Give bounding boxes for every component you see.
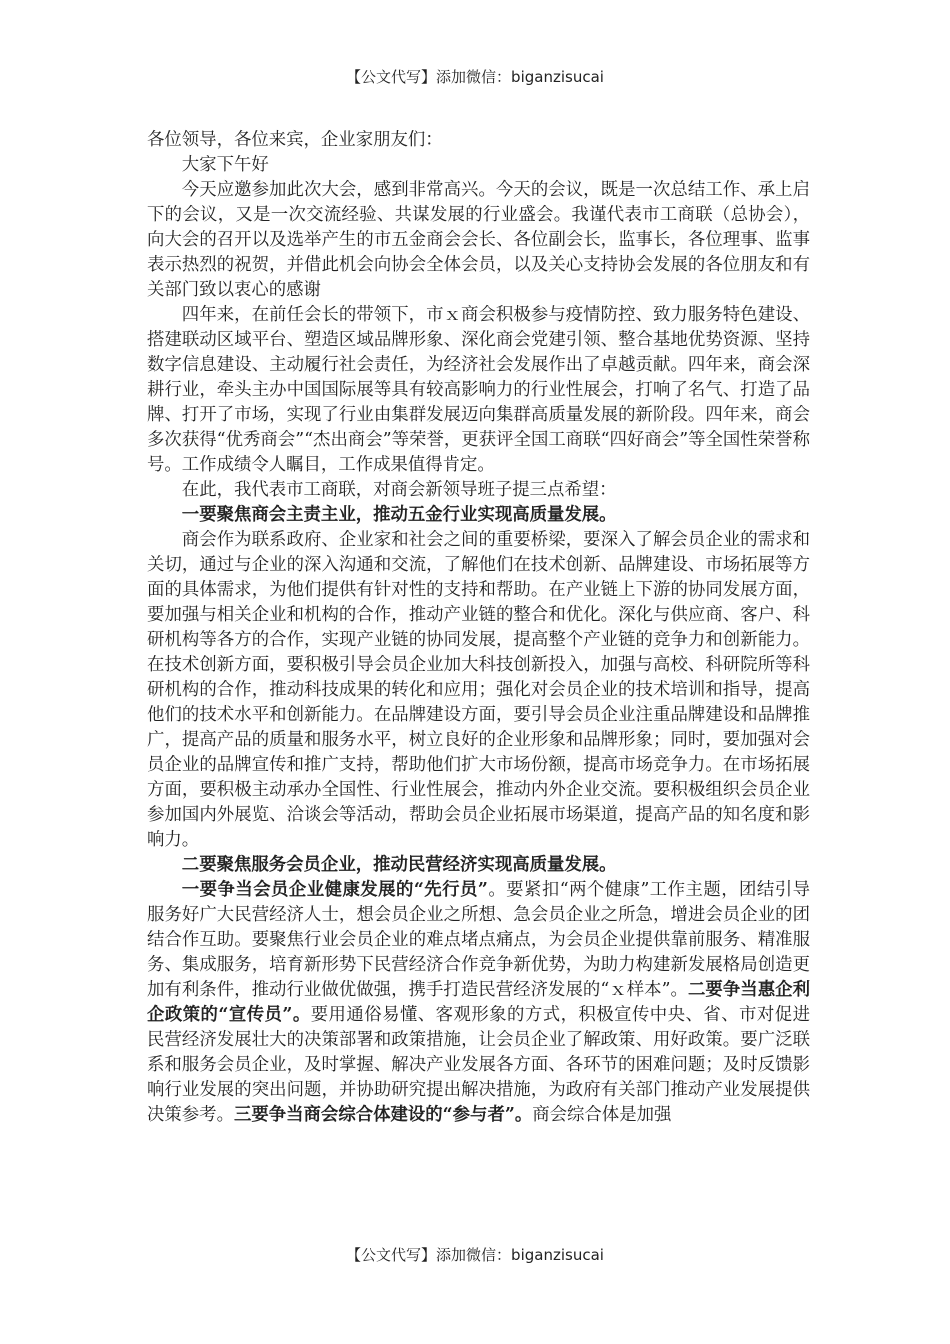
paragraph-first-hope: 商会作为联系政府、企业家和社会之间的重要桥梁，要深入了解会员企业的需求和关切，通过与企业的深入沟通和交流，了解他们在技术创新、品牌建设、市场拓展等方面的具体需求，为他们提供有针对性的支持和帮助。在产业链上下游的协同发展方面，要加强与相关企业和机构的合作，推动产业链的整合和优化。深化与供应商、客户、科研机构等各方的合作，实现产业链的协同发展，提高整个产业链的竞争力和创新能力。在技术创新方面，要积极引导会员企业加大科技创新投入，加强与高校、科研院所等科研机构的合作，推动科技成果的转化和应用；强化对会员企业的技术培训和指导，提高他们的技术水平和创新能力。在品牌建设方面，要引导会员企业注重品牌建设和品牌推广，提高产品的质量和服务水平，树立良好的企业形象和品牌形象；同时，要加强对会员企业的品牌宣传和推广支持，帮助他们扩大市场份额，提高市场竞争力。在市场拓展方面，要积极主动承办全国性、行业性展会，推动内外企业交流。要积极组织会员企业参加国内外展览、洽谈会等活动，帮助会员企业拓展市场渠道，提高产品的知名度和影响力。 — [147, 530, 810, 850]
point-three-title: 三要争当商会综合体建设的“参与者”。 — [233, 1105, 533, 1125]
page-header: 【公文代写】添加微信：biganzisucai — [346, 68, 604, 86]
page-footer: 【公文代写】添加微信：biganzisucai — [346, 1246, 604, 1264]
paragraph-second-hope — [147, 878, 810, 1128]
document-body — [147, 128, 810, 1128]
point-two-title: 二要争当惠企利企政策的“宣传员”。 — [147, 980, 810, 1025]
point-three-text: 商会综合体是加强 — [532, 1105, 672, 1125]
heading-first-hope: 一要聚焦商会主责主业，推动五金行业实现高质量发展。 — [181, 505, 617, 525]
point-one-text: 。要紧扣“两个健康”工作主题，团结引导服务好广大民营经济人士，想会员企业之所想、急会员企业之所急，增进会员企业的团结合作互助。要聚焦行业会员企业的难点堵点痛点，为会员企业提供靠前服务、精准服务、集成服务，培育新形势下民营经济合作竞争新优势，为助力构建新发展格局创造更加有利条件，推动行业做优做强，携手打造民营经济发展的“ｘ样本”。 — [147, 880, 810, 1000]
paragraph-achievements: 四年来，在前任会长的带领下，市ｘ商会积极参与疫情防控、致力服务特色建设、搭建联动区域平台、塑造区域品牌形象、深化商会党建引领、整合基地优势资源、坚持数字信息建设、主动履行社会责任，为经济社会发展作出了卓越贡献。四年来，商会深耕行业，牵头主办中国国际展等具有较高影响力的行业性展会，打响了名气、打造了品牌、打开了市场，实现了行业由集群发展迈向集群高质量发展的新阶段。四年来，商会多次获得“优秀商会”“杰出商会”等荣誉，更获评全国工商联“四好商会”等全国性荣誉称号。工作成绩令人瞩目，工作成果值得肯定。 — [147, 305, 810, 475]
heading-second-hope: 二要聚焦服务会员企业，推动民营经济实现高质量发展。 — [181, 855, 617, 875]
point-two-text: 要用通俗易懂、客观形象的方式，积极宣传中央、省、市对促进民营经济发展壮大的决策部署和政策措施，让会员企业了解政策、用好政策。要广泛联系和服务会员企业，及时掌握、解决产业发展各方面、各环节的困难问题；及时反馈影响行业发展的突出问题，并协助研究提出解决措施，为政府有关部门推动产业发展提供决策参考。 — [147, 1005, 810, 1125]
paragraph-hopes-intro: 在此，我代表市工商联，对商会新领导班子提三点希望： — [181, 480, 617, 500]
point-one-title: 一要争当会员企业健康发展的“先行员” — [181, 880, 488, 900]
paragraph-opening: 今天应邀参加此次大会，感到非常高兴。今天的会议，既是一次总结工作、承上启下的会议，又是一次交流经验、共谋发展的行业盛会。我谨代表市工商联（总协会），向大会的召开以及选举产生的市五金商会会长、各位副会长，监事长，各位理事、监事表示热烈的祝贺，并借此机会向协会全体会员，以及关心支持协会发展的各位朋友和有关部门致以衷心的感谢 — [147, 180, 810, 300]
greeting: 大家下午好 — [181, 155, 269, 175]
salutation: 各位领导，各位来宾，企业家朋友们： — [147, 130, 443, 150]
